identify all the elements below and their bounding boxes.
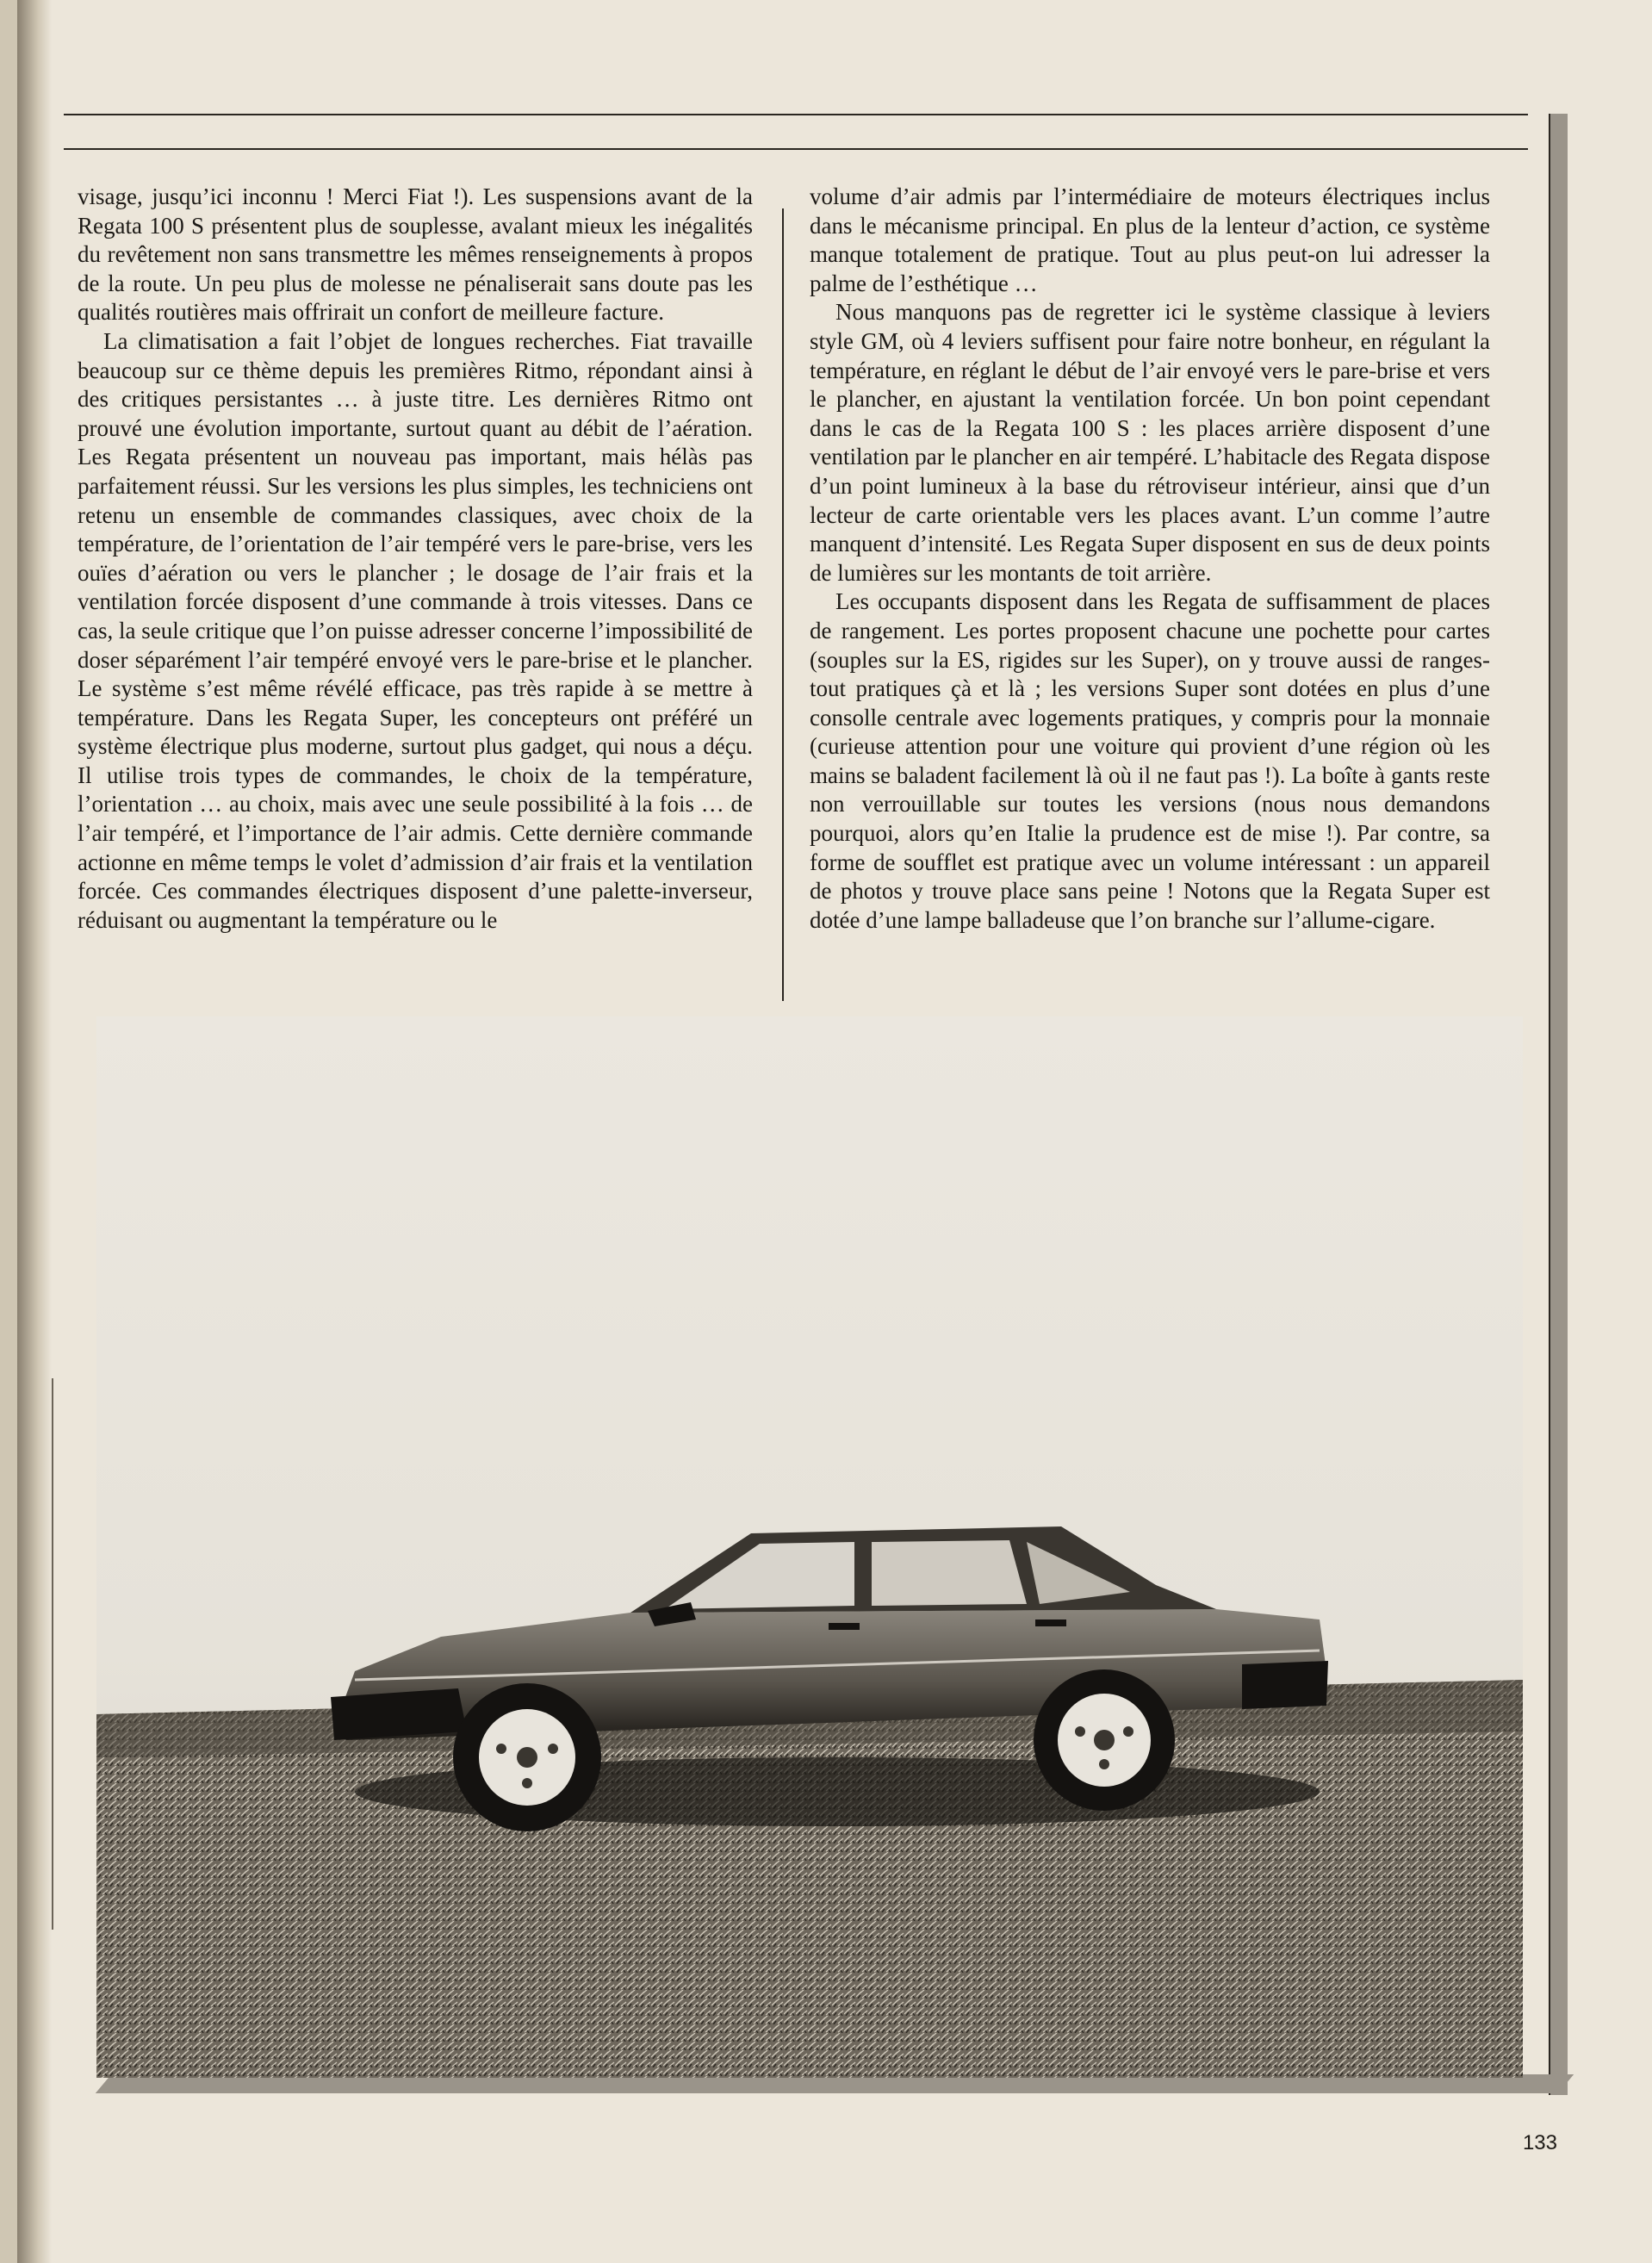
article-columns (78, 183, 1530, 1010)
magazine-page (17, 0, 1652, 2263)
car-photo (96, 1016, 1523, 2078)
column-divider (782, 208, 784, 1001)
facing-page-edge (17, 1378, 53, 1930)
left-paragraph: visage, jusqu’ici inconnu ! Merci Fiat !). Les suspensions avant de la Regata 100 S présentent plus de souplesse, avalant mieux les inégalités du revêtement non sans transmettre les mêmes renseignements à propos de la route. Un peu plus de molesse ne pénaliserait sans doute pas les qualités routières mais offrirait un confort de meilleure facture. (78, 183, 753, 326)
page-number: 133 (1522, 2131, 1557, 2154)
frame-rule (64, 148, 1528, 150)
right-paragraph: Les occupants disposent dans les Regata de suffisamment de places de rangement. Les portes proposent chacune une pochette pour cartes (souples sur la ES, rigides sur les Super), on y trouve aussi de ranges-tout pratiques çà et là ; les versions Super sont dotées en plus d’une consolle centrale avec logements pratiques, y compris pour la monnaie (curieuse attention pour une voiture qui provient d’une région où les mains se baladent facilement là où il ne faut pas !). La boîte à gants reste non verrouillable sur toutes les versions (nous nous demandons pourquoi, alors qu’en Italie la prudence est de mise !). Par contre, sa forme de soufflet est pratique avec un volume intéressant : un appareil de photos y trouve place sans peine ! Notons que la Regata Super est dotée d’une lampe balladeuse que l’on branche sur l’allume-cigare. (810, 588, 1490, 933)
frame-top-line (64, 114, 1528, 115)
left-column (78, 183, 753, 1010)
left-paragraph: La climatisation a fait l’objet de longues recherches. Fiat travaille beaucoup sur ce thème depuis les premières Ritmo, répondant ainsi à des critiques persistantes … à juste titre. Les dernières Ritmo ont prouvé une évolution importante, surtout quant au débit de l’aération. Les Regata présentent un nouveau pas important, mais hélàs pas parfaitement réussi. Sur les versions les plus simples, les techniciens ont retenu un ensemble de commandes classiques, avec choix de la température, de l’orientation de l’air tempéré vers le pare-brise, vers les ouïes d’aération ou vers le plancher ; le dosage de l’air frais et la ventilation forcée disposent d’une commande à trois vitesses. Dans ce cas, la seule critique que l’on puisse adresser concerne l’impossibilité de doser séparément l’air tempéré envoyé vers le pare-brise et le plancher. Le système s’est même révélé efficace, pas très rapide à se mettre à température. Dans les Regata Super, les concepteurs ont préféré un système électrique plus moderne, surtout plus gadget, qui nous a déçu. Il utilise trois types de commandes, le choix de la température, l’orientation … au choix, mais avec une seule possibilité à la fois … de l’air tempéré, et l’importance de l’air admis. Cette dernière commande actionne en même temps le volet d’admission d’air frais et la ventilation forcée. Ces commandes électriques disposent d’une palette-inverseur, réduisant ou augmentant la température ou le (78, 327, 753, 933)
right-column (810, 183, 1490, 1010)
rear-window (872, 1540, 1027, 1606)
car-side-view-icon (96, 1016, 1523, 2078)
frame-right-border (1549, 114, 1568, 2095)
front-wheel (453, 1683, 601, 1831)
right-paragraph: volume d’air admis par l’intermédiaire de moteurs électriques inclus dans le mécanisme principal. En plus de la lenteur d’action, ce système manque totalement de pratique. Tout au plus peut-on lui adresser la palme de l’esthétique … (810, 183, 1490, 296)
right-paragraph: Nous manquons pas de regretter ici le système classique à leviers style GM, où 4 leviers suffisent pour faire notre bonheur, en régulant la température, en réglant le début de l’air envoyé vers le pare-brise et vers le plancher, en ajustant la ventilation forcée. Un bon point cependant dans le cas de la Regata 100 S : les places arrière disposent d’une ventilation par le plancher en air tempéré. L’habitacle des Regata dispose d’un point lumineux à la base du rétroviseur intérieur, ainsi que d’un lecteur de carte orientable vers les places avant. L’un comme l’autre manquent d’intensité. Les Regata Super disposent en sus de deux points de lumières sur les montants de toit arrière. (810, 299, 1490, 586)
rear-wheel (1034, 1669, 1175, 1811)
